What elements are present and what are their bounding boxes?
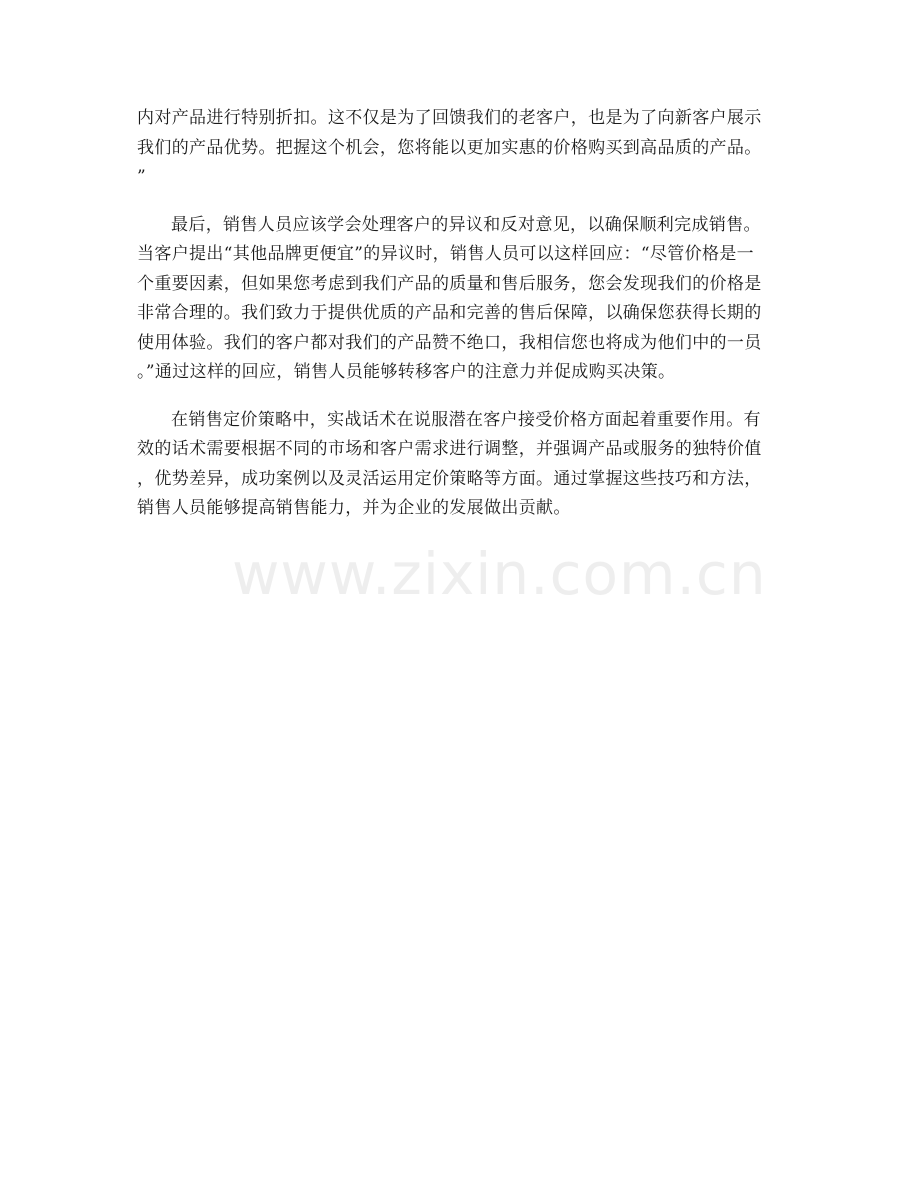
text-line: 销售人员能够提高销售能力，并为企业的发展做出贡献。 — [137, 498, 571, 518]
text-line: ” — [137, 167, 147, 187]
watermark-text: www.zixin.com.cn — [232, 540, 767, 608]
paragraph-2 — [137, 211, 785, 388]
document-body — [137, 104, 785, 542]
text-line: 使用体验。我们的客户都对我们的产品赞不绝口，我相信您也将成为他们中的一员 — [137, 332, 762, 353]
text-line: 我们的产品优势。把握这个机会，您将能以更加实惠的价格购买到高品质的产品。 — [137, 137, 762, 158]
paragraph-3 — [137, 406, 785, 524]
text-line: ，优势差异，成功案例以及灵活运用定价策略等方面。通过掌握这些技巧和方法， — [137, 468, 762, 489]
text-line: 非常合理的。我们致力于提供优质的产品和完善的售后保障，以确保您获得长期的 — [137, 303, 762, 323]
text-line: 在销售定价策略中，实战话术在说服潜在客户接受价格方面起着重要作用。有 — [171, 409, 761, 430]
text-line: 最后，销售人员应该学会处理客户的异议和反对意见，以确保顺利完成销售。 — [171, 214, 761, 235]
text-line: 效的话术需要根据不同的市场和客户需求进行调整，并强调产品或服务的独特价值 — [137, 439, 762, 459]
paragraph-1 — [137, 104, 785, 193]
text-line: 内对产品进行特别折扣。这不仅是为了回馈我们的老客户，也是为了向新客户展示 — [137, 108, 762, 128]
text-line: 。”通过这样的回应，销售人员能够转移客户的注意力并促成购买决策。 — [137, 362, 676, 382]
text-line: 个重要因素，但如果您考虑到我们产品的质量和售后服务，您会发现我们的价格是 — [137, 273, 762, 294]
text-line: 当客户提出“其他品牌更便宜”的异议时，销售人员可以这样回应：“尽管价格是一 — [137, 244, 755, 264]
